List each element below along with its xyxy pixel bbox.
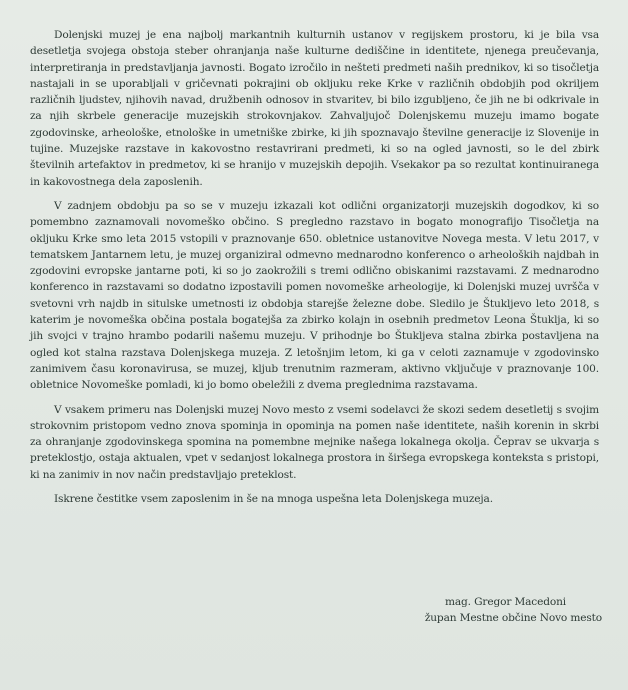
signature-name: mag. Gregor Macedoni	[444, 596, 566, 608]
body-text	[30, 27, 599, 515]
signature-title: župan Mestne občine Novo mesto	[424, 612, 602, 625]
signature-block	[302, 594, 602, 627]
paragraph-4: Iskrene čestitke vsem zaposlenim in še na mnoga uspešna leta Dolenjskega muzeja.	[54, 493, 493, 506]
paragraph-1: Dolenjski muzej je ena najbolj markantnih kulturnih ustanov v regijskem prostoru, ki je bila vsa desetletja svojega obstoja steber ohranjanja naše kulturne dediščine in identitete, njenega preučevanja, interpretiranja in predstavljanja javnosti. Bogato izročilo in nešteti predmeti naših prednikov, ki so tisočletja nastajali in se uporabljali v gričevnati pokrajini ob okljuku reke Krke v različnih obdobjih pod okriljem različnih ljudstev, njihovih navad, družbenih odnosov in stvaritev, bi bilo izgubljeno, če jih ne bi odkrivale in za njih skrbele generacije muzejskih strokovnjakov. Zahvaljujoč Dolenjskemu muzeju imamo bogate zgodovinske, arheološke, etnološke in umetniške zbirke, ki jih spoznavajo številne generacije iz Slovenije in tujine. Muzejske razstave in kakovostno restavrirani predmeti, ki so na ogled javnosti, so le del zbirk številnih artefaktov in predmetov, ki se hranijo v muzejskih depojih. Vsekakor pa so rezultat kontinuiranega in kakovostnega dela zaposlenih.	[30, 29, 599, 188]
paragraph-2: V zadnjem obdobju pa so se v muzeju izkazali kot odlični organizatorji muzejskih dogodkov, ki so pomembno zaznamovali novomeško občino. S pregledno razstavo in bogato monografijo Tisočletja na okljuku Krke smo leta 2015 vstopili v praznovanje 650. obletnice ustanovitve Novega mesta. V letu 2017, v tematskem Jantarnem letu, je muzej organiziral odmevno mednarodno konferenco o arheoloških najdbah in zgodovini evropske jantarne poti, ki so jo zaokrožili s tremi odlično obiskanimi razstavami. Z mednarodno konferenco in razstavami so dodatno izpostavili pomen novomeške arheologije, ki Dolenjski muzej uvršča v svetovni vrh najdb in situlske umetnosti iz obdobja starejše železne dobe. Sledilo je Štukljevo leto 2018, s katerim je novomeška občina postala bogatejša za zbirko kolajn in osebnih predmetov Leona Štuklja, ki so jih svojci v trajno hrambo podarili našemu muzeju. V prihodnje bo Štukljeva stalna zbirka postavljena na ogled kot stalna razstava Dolenjskega muzeja. Z letošnjim letom, ki ga v celoti zaznamuje v zgodovinsko zanimivem času koronavirusa, se muzej, kljub trenutnim razmeram, aktivno vključuje v praznovanje 100. obletnice Novomeške pomladi, ki jo bomo obeležili z dvema preglednima razstavama.	[30, 199, 599, 392]
paragraph-3: V vsakem primeru nas Dolenjski muzej Novo mesto z vsemi sodelavci že skozi sedem desetletij s svojim strokovnim pristopom vedno znova spominja in opominja na pomen naše identitete, naših korenin in skrbi za ohranjanje zgodovinskega spomina na pomembne mejnike našega lokalnega okolja. Čeprav se ukvarja s preteklostjo, ostaja aktualen, vpet v sedanjost lokalnega prostora in širšega evropskega konteksta s pristopi, ki na zanimiv in nov način predstavljajo preteklost.	[30, 403, 599, 481]
